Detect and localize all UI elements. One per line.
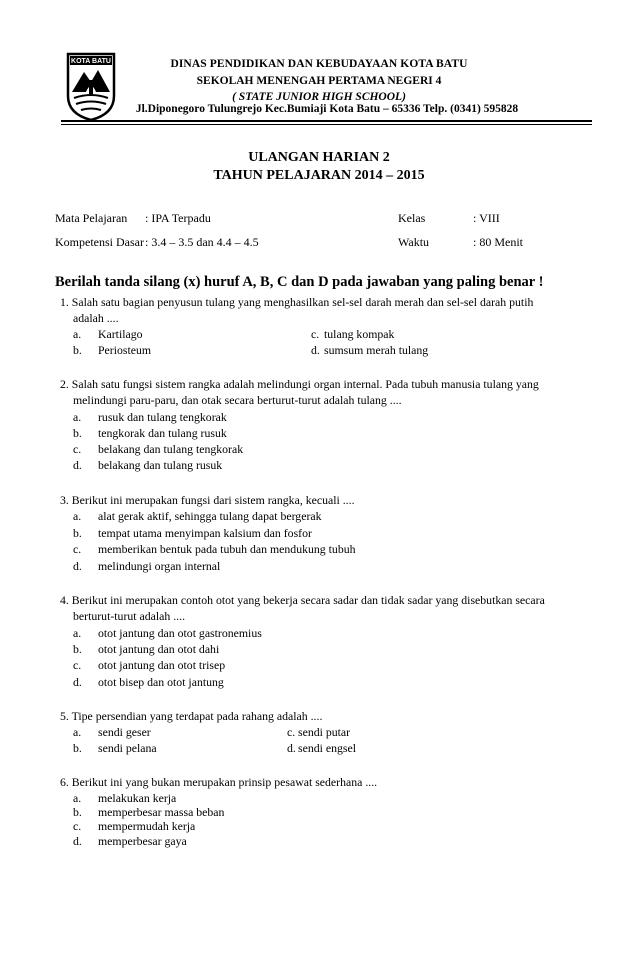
svg-text:KOTA BATU: KOTA BATU xyxy=(71,58,111,65)
q4-option-b-letter: b. xyxy=(73,642,82,656)
q5-option-c: sendi putar xyxy=(298,725,351,739)
subject-label: Mata Pelajaran xyxy=(55,211,128,225)
q2-option-c-letter: c. xyxy=(73,442,82,456)
q2-option-d-letter: d. xyxy=(73,458,82,472)
header-school: SEKOLAH MENENGAH PERTAMA NEGERI 4 xyxy=(196,75,442,87)
header-agency: DINAS PENDIDIKAN DAN KEBUDAYAAN KOTA BATU xyxy=(170,58,468,70)
time-value: : 80 Menit xyxy=(473,235,523,249)
q6-option-b: memperbesar massa beban xyxy=(98,805,225,819)
question-1-stem: 1. Salah satu bagian penyusun tulang yang menghasilkan sel-sel darah merah dan sel-sel darah putih xyxy=(60,295,534,309)
q5-option-a-letter: a. xyxy=(73,725,82,739)
q6-option-c-letter: c. xyxy=(73,819,82,833)
q6-option-a: melakukan kerja xyxy=(98,791,177,805)
question-1-stem-cont: adalah .... xyxy=(73,311,119,325)
q1-option-d-letter: d. xyxy=(311,343,320,357)
question-4-stem-cont: berturut-turut adalah .... xyxy=(73,609,186,623)
class-value: : VIII xyxy=(473,211,500,225)
exam-year: TAHUN PELAJARAN 2014 – 2015 xyxy=(213,168,425,183)
q3-option-d: melindungi organ internal xyxy=(98,559,221,573)
q6-option-c: mempermudah kerja xyxy=(98,819,196,833)
question-3-stem: 3. Berikut ini merupakan fungsi dari sistem rangka, kecuali .... xyxy=(60,493,355,507)
q1-option-a: Kartilago xyxy=(98,327,143,341)
q5-option-b: sendi pelana xyxy=(98,741,157,755)
q4-option-a: otot jantung dan otot gastronemius xyxy=(98,626,262,640)
q6-option-a-letter: a. xyxy=(73,791,82,805)
question-2-stem: 2. Salah satu fungsi sistem rangka adalah melindungi organ internal. Pada tubuh manusia tulang yang xyxy=(60,377,539,391)
q4-option-b: otot jantung dan otot dahi xyxy=(98,642,220,656)
q1-option-b: Periosteum xyxy=(98,343,152,357)
q2-option-a: rusuk dan tulang tengkorak xyxy=(98,410,227,424)
header-address: Jl.Diponegoro Tulungrejo Kec.Bumiaji Kota Batu – 65336 Telp. (0341) 595828 xyxy=(135,103,519,115)
q1-option-c-letter: c. xyxy=(311,327,320,341)
q2-option-d: belakang dan tulang rusuk xyxy=(98,458,223,472)
q1-option-b-letter: b. xyxy=(73,343,82,357)
q1-option-c: tulang kompak xyxy=(324,327,395,341)
q2-option-b: tengkorak dan tulang rusuk xyxy=(98,426,227,440)
q5-option-b-letter: b. xyxy=(73,741,82,755)
q4-option-d: otot bisep dan otot jantung xyxy=(98,675,224,689)
q3-option-b-letter: b. xyxy=(73,526,82,540)
time-label: Waktu xyxy=(398,235,430,249)
question-6-stem: 6. Berikut ini yang bukan merupakan prinsip pesawat sederhana .... xyxy=(60,775,378,789)
q2-option-a-letter: a. xyxy=(73,410,82,424)
q5-option-a: sendi geser xyxy=(98,725,151,739)
subject-value: : IPA Terpadu xyxy=(145,211,211,225)
q2-option-c: belakang dan tulang tengkorak xyxy=(98,442,244,456)
q3-option-a: alat gerak aktif, sehingga tulang dapat bergerak xyxy=(98,509,322,523)
header-divider-thin xyxy=(61,124,592,125)
competency-value: : 3.4 – 3.5 dan 4.4 – 4.5 xyxy=(145,235,259,249)
q4-option-d-letter: d. xyxy=(73,675,82,689)
q2-option-b-letter: b. xyxy=(73,426,82,440)
q5-option-d: sendi engsel xyxy=(298,741,356,755)
q3-option-c-letter: c. xyxy=(73,542,82,556)
q3-option-d-letter: d. xyxy=(73,559,82,573)
q5-option-d-letter: d. xyxy=(287,741,296,755)
class-label: Kelas xyxy=(398,211,426,225)
q3-option-a-letter: a. xyxy=(73,509,82,523)
q4-option-c-letter: c. xyxy=(73,658,82,672)
q4-option-a-letter: a. xyxy=(73,626,82,640)
question-2-stem-cont: melindungi paru-paru, dan otak secara berturut-turut adalah tulang .... xyxy=(73,393,402,407)
header-school-english: ( STATE JUNIOR HIGH SCHOOL) xyxy=(232,91,406,103)
header-divider-thick xyxy=(61,120,592,122)
instruction: Berilah tanda silang (x) huruf A, B, C dan D pada jawaban yang paling benar ! xyxy=(55,274,544,290)
q6-option-d: memperbesar gaya xyxy=(98,834,187,848)
competency-label: Kompetensi Dasar xyxy=(55,235,144,249)
q3-option-b: tempat utama menyimpan kalsium dan fosfor xyxy=(98,526,312,540)
question-4-stem: 4. Berikut ini merupakan contoh otot yang bekerja secara sadar dan tidak sadar yang disebutkan secara xyxy=(60,593,545,607)
q5-option-c-letter: c. xyxy=(287,725,296,739)
q3-option-c: memberikan bentuk pada tubuh dan mendukung tubuh xyxy=(98,542,356,556)
q1-option-a-letter: a. xyxy=(73,327,82,341)
question-5-stem: 5. Tipe persendian yang terdapat pada rahang adalah .... xyxy=(60,709,323,723)
q1-option-d: sumsum merah tulang xyxy=(324,343,429,357)
exam-title: ULANGAN HARIAN 2 xyxy=(248,150,390,165)
q6-option-b-letter: b. xyxy=(73,805,82,819)
q6-option-d-letter: d. xyxy=(73,834,82,848)
q4-option-c: otot jantung dan otot trisep xyxy=(98,658,226,672)
